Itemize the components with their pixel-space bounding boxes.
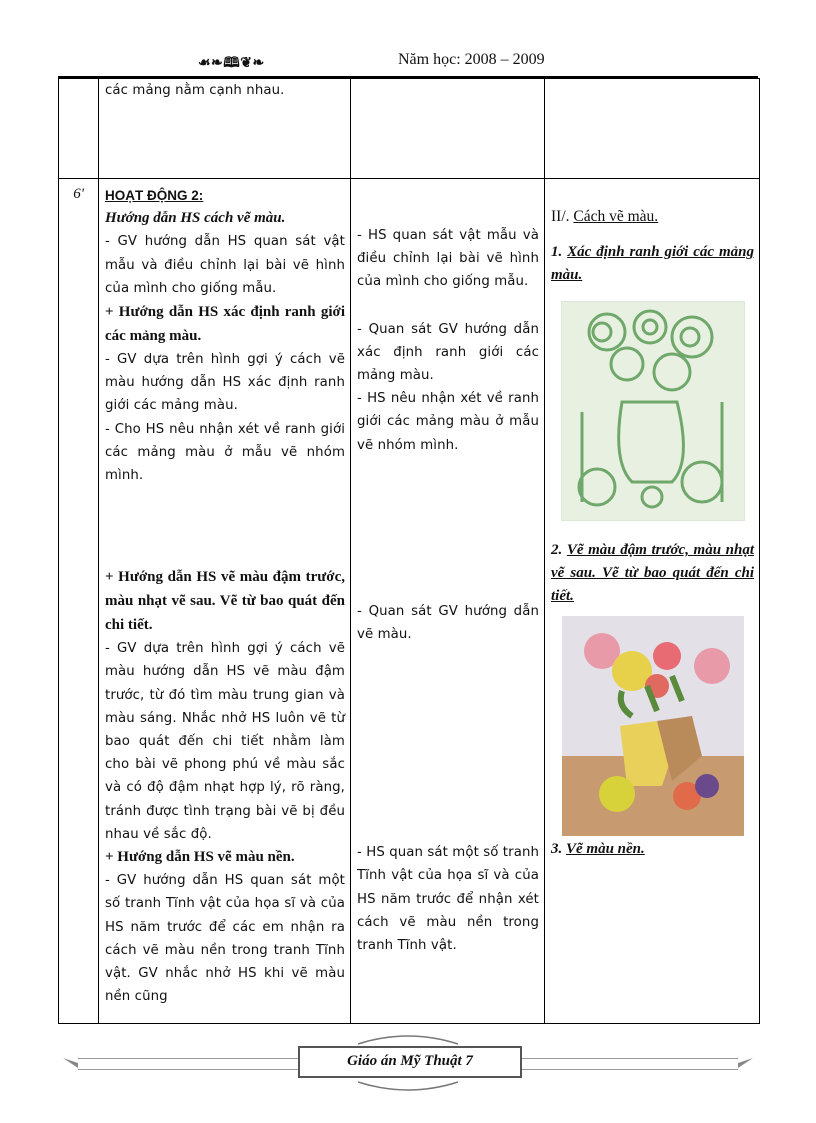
table-row — [59, 79, 760, 179]
content-cell — [545, 79, 760, 179]
teacher-step: - GV hướng dẫn HS quan sát vật mẫu và điều chỉnh lại bài vẽ hình của mình cho giống mẫu. — [105, 234, 345, 296]
footer-label: Giáo án Mỹ Thuật 7 — [298, 1046, 522, 1078]
student-step: - Quan sát GV hướng dẫn vẽ màu. — [357, 603, 539, 643]
student-cell — [351, 179, 545, 1024]
color-painting-image — [562, 616, 744, 836]
step-3: 3. Vẽ màu nền. — [551, 841, 645, 858]
teacher-step: - GV hướng dẫn HS quan sát một số tranh Tĩnh vật của họa sĩ và của HS năm trước để các em nhận ra cách vẽ màu nền trong tranh Tĩnh vật. GV nhắc nhở HS khi vẽ màu nền cũng — [105, 873, 345, 1005]
teacher-heading: + Hướng dẫn HS xác định ranh giới các mảng màu. — [105, 304, 345, 345]
student-cell — [351, 79, 545, 179]
step-1: 1. Xác định ranh giới các mảng màu. — [551, 244, 755, 284]
activity-title: Hướng dẫn HS cách vẽ màu. — [105, 210, 286, 227]
time-cell — [59, 79, 99, 179]
student-step: - HS quan sát một số tranh Tĩnh vật của họa sĩ và của HS năm trước để nhận xét cách vẽ màu nền trong tranh Tĩnh vật. — [357, 845, 539, 954]
content-cell — [545, 179, 760, 1024]
student-step: - HS quan sát vật mẫu và điều chỉnh lại bài vẽ hình của mình cho giống mẫu. — [357, 228, 539, 290]
header-ornament: ☙❧🕮❦❧ — [198, 56, 265, 71]
lesson-plan-table — [58, 78, 760, 1024]
student-step: - HS nêu nhận xét về ranh giới các mảng màu ở mẫu vẽ nhóm mình. — [357, 391, 539, 453]
step-2: 2. Vẽ màu đậm trước, màu nhạt vẽ sau. Vẽ từ bao quát đến chi tiết. — [551, 542, 755, 605]
teacher-heading: + Hướng dẫn HS vẽ màu nền. — [105, 849, 295, 866]
page-header — [58, 48, 758, 76]
teacher-step: - GV dựa trên hình gợi ý cách vẽ màu hướng dẫn HS xác định ranh giới các mảng màu. — [105, 352, 345, 414]
teacher-cell — [99, 79, 351, 179]
time-cell — [59, 179, 99, 1024]
activity-heading: HOẠT ĐỘNG 2: — [105, 188, 204, 203]
time-value: 6' — [73, 186, 84, 202]
section-title: II/. Cách vẽ màu. — [551, 208, 659, 225]
page-footer — [58, 1030, 758, 1100]
line-drawing-image — [561, 301, 745, 521]
teacher-text: các mảng nằm cạnh nhau. — [105, 83, 285, 98]
teacher-heading: + Hướng dẫn HS vẽ màu đậm trước, màu nhạt vẽ sau. Vẽ từ bao quát đến chi tiết. — [105, 569, 345, 634]
teacher-step: - GV dựa trên hình gợi ý cách vẽ màu hướng dẫn HS vẽ màu đậm trước, từ đó tìm màu trung gian và màu sáng. Nhắc nhở HS luôn vẽ từ bao quát đến chi tiết nhằm làm cho bài vẽ phong phú về màu sắc và có độ đậm nhạt hợp lý, rõ ràng, tránh được tình trạng bài vẽ bị đều nhau về sắc độ. — [105, 641, 345, 842]
teacher-cell — [99, 179, 351, 1024]
student-step: - Quan sát GV hướng dẫn xác định ranh giới các mảng màu. — [357, 321, 539, 384]
teacher-step: - Cho HS nêu nhận xét về ranh giới các mảng màu ở mẫu vẽ nhóm mình. — [105, 421, 345, 484]
school-year: Năm học: 2008 – 2009 — [398, 51, 545, 68]
table-row — [59, 179, 760, 1024]
